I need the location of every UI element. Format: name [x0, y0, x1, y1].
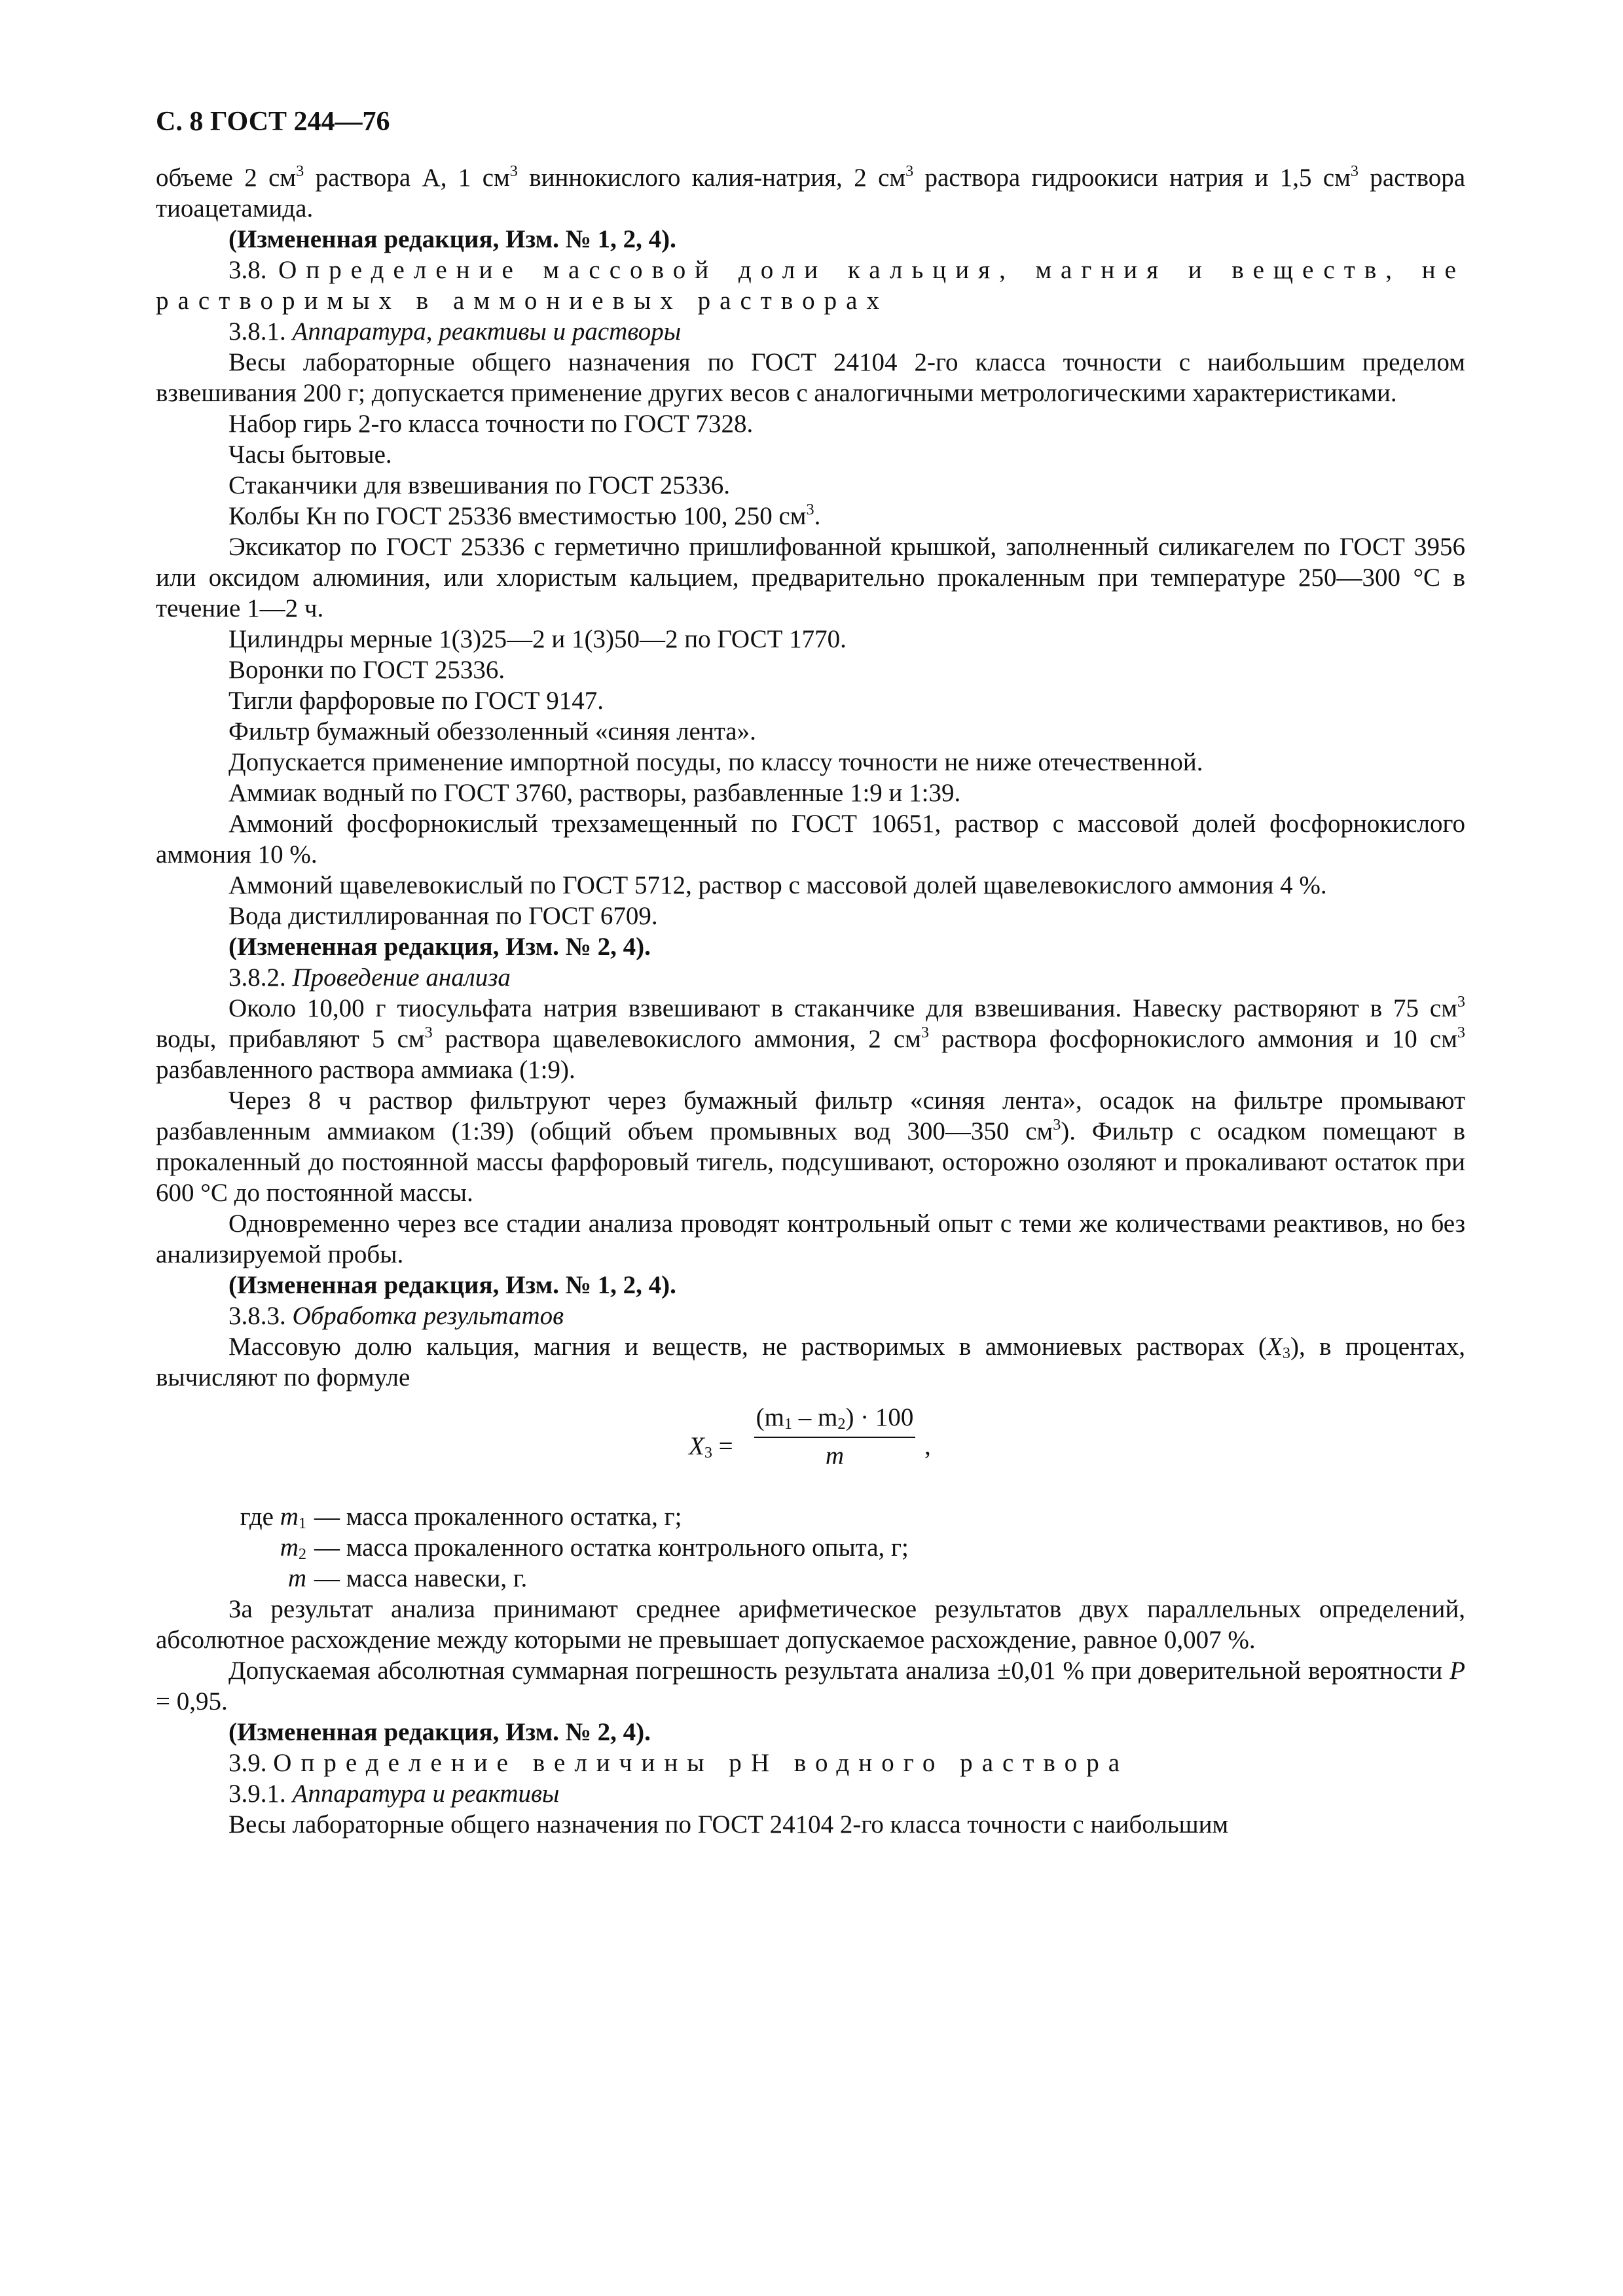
formula-legend [156, 1501, 1465, 1594]
legend-text: — масса прокаленного остатка контрольного опыта, г; [314, 1534, 909, 1562]
formula-denominator: m [825, 1442, 845, 1470]
legend-row: где $m_1$ — масса прокаленного остатка, г; [240, 1503, 682, 1532]
subsection-heading-3-8-2: 3.8.2. Проведение анализа [228, 963, 511, 992]
revision-note: (Измененная редакция, Изм. № 2, 4). [228, 933, 651, 961]
equipment-item: Аммоний щавелевокислый по ГОСТ 5712, раствор с массовой долей щавелевокислого аммония 4 %. [228, 871, 1327, 899]
legend-row: m — масса навески, г. [287, 1564, 528, 1592]
analysis-paragraph: Около 10,00 г тиосульфата натрия взвешивают в стаканчике для взвешивания. Навеску растворяют в 75 $см^3$ воды, прибавляют 5 $см^3$ раствора щавелевокислого аммония, 2 $см^3$ раствора фосфорнокислого аммония и 10 $см^3$ разбавленного раствора аммиака (1:9). [156, 993, 1466, 1084]
section-heading-3-9: 3.9. Определение величины pH водного раствора [228, 1749, 1129, 1777]
results-paragraph: Допускаемая абсолютная суммарная погрешность результата анализа ±0,01 % при доверительной вероятности P = 0,95. [156, 1657, 1465, 1715]
subsection-heading-3-9-1: 3.9.1. Аппаратура и реактивы [228, 1780, 560, 1808]
formula-numerator: $(m_1 - m_2) \cdot 100$ [756, 1403, 914, 1433]
paragraph-continuation: объеме 2 $см^3$ раствора А, 1 $см^3$ виннокислого калия-натрия, 2 $см^3$ раствора гидроокиси натрия и 1,5 $см^3$ раствора тиоацетамида. [156, 162, 1466, 223]
equipment-item: Допускается применение импортной посуды, по классу точности не ниже отечественной. [228, 748, 1203, 776]
equipment-item: Тигли фарфоровые по ГОСТ 9147. [228, 687, 604, 715]
subsection-heading-3-8-3: 3.8.3. Обработка результатов [228, 1302, 564, 1330]
equipment-item: Фильтр бумажный обеззоленный «синяя лента». [228, 717, 756, 745]
equipment-item: Колбы Кн по ГОСТ 25336 вместимостью 100, 250 $см^3$. [228, 501, 821, 530]
formula-x3 [156, 1402, 1465, 1488]
results-paragraph: Массовую долю кальция, магния и веществ, не растворимых в аммониевых растворах $(X_3)$, в процентах, вычисляют по формуле [156, 1333, 1465, 1391]
page-header: С. 8 ГОСТ 244—76 [156, 107, 390, 137]
legend-text: — масса навески, г. [314, 1564, 528, 1592]
revision-note: (Измененная редакция, Изм. № 1, 2, 4). [228, 225, 676, 253]
formula-comma: , [924, 1432, 931, 1460]
equipment-item: Стаканчики для взвешивания по ГОСТ 25336. [228, 471, 730, 499]
revision-note: (Измененная редакция, Изм. № 1, 2, 4). [228, 1271, 676, 1299]
equipment-item: Цилиндры мерные 1(3)25—2 и 1(3)50—2 по ГОСТ 1770. [228, 625, 847, 653]
results-paragraph: За результат анализа принимают среднее арифметическое результатов двух параллельных определений, абсолютное расхождение между которыми не превышает допускаемое расхождение, равное 0,007 %. [156, 1595, 1465, 1654]
equipment-item: Весы лабораторные общего назначения по ГОСТ 24104 2-го класса точности с наибольшим пределом взвешивания 200 г; допускается применение других весов с аналогичными метрологическими характеристиками. [156, 348, 1465, 407]
equipment-item: Весы лабораторные общего назначения по ГОСТ 24104 2-го класса точности с наибольшим [228, 1810, 1229, 1839]
analysis-paragraph: Одновременно через все стадии анализа проводят контрольный опыт с теми же количествами реактивов, но без анализируемой пробы. [156, 1210, 1465, 1268]
analysis-paragraph: Через 8 ч раствор фильтруют через бумажный фильтр «синяя лента», осадок на фильтре промывают разбавленным аммиаком (1:39) (общий объем промывных вод 300—350 $см^3$). Фильтр с осадком помещают в прокаленный до постоянной массы фарфоровый тигель, подсушивают, осторожно озоляют и прокаливают остаток при 600 °С до постоянной массы. [156, 1086, 1465, 1207]
equipment-item: Часы бытовые. [228, 440, 392, 469]
document-page [156, 105, 1465, 1840]
revision-note: (Измененная редакция, Изм. № 2, 4). [228, 1718, 651, 1746]
equipment-item: Воронки по ГОСТ 25336. [228, 656, 505, 684]
formula-lhs: $X_3$ = [689, 1432, 733, 1462]
equipment-item: Аммоний фосфорнокислый трехзамещенный по ГОСТ 10651, раствор с массовой долей фосфорнокислого аммония 10 %. [156, 810, 1465, 869]
formula-fraction [750, 1402, 919, 1471]
legend-text: — масса прокаленного остатка, г; [314, 1503, 682, 1531]
equipment-item: Вода дистиллированная по ГОСТ 6709. [228, 902, 658, 930]
legend-row: $m_2$ — масса прокаленного остатка контрольного опыта, г; [280, 1534, 909, 1563]
equipment-item: Эксикатор по ГОСТ 25336 с герметично пришлифованной крышкой, заполненный силикагелем по ГОСТ 3956 или оксидом алюминия, или хлористым кальцием, предварительно прокаленным при температуре 250—300 °С в течение 1—2 ч. [156, 533, 1465, 622]
equipment-item: Набор гирь 2-го класса точности по ГОСТ 7328. [228, 410, 754, 438]
subsection-heading-3-8-1: 3.8.1. Аппаратура, реактивы и растворы [228, 317, 682, 346]
equipment-item: Аммиак водный по ГОСТ 3760, растворы, разбавленные 1:9 и 1:39. [228, 779, 961, 807]
section-heading-3-8: 3.8. Определение массовой доли кальция, магния и веществ, не растворимых в аммониевых растворах [156, 256, 1465, 315]
